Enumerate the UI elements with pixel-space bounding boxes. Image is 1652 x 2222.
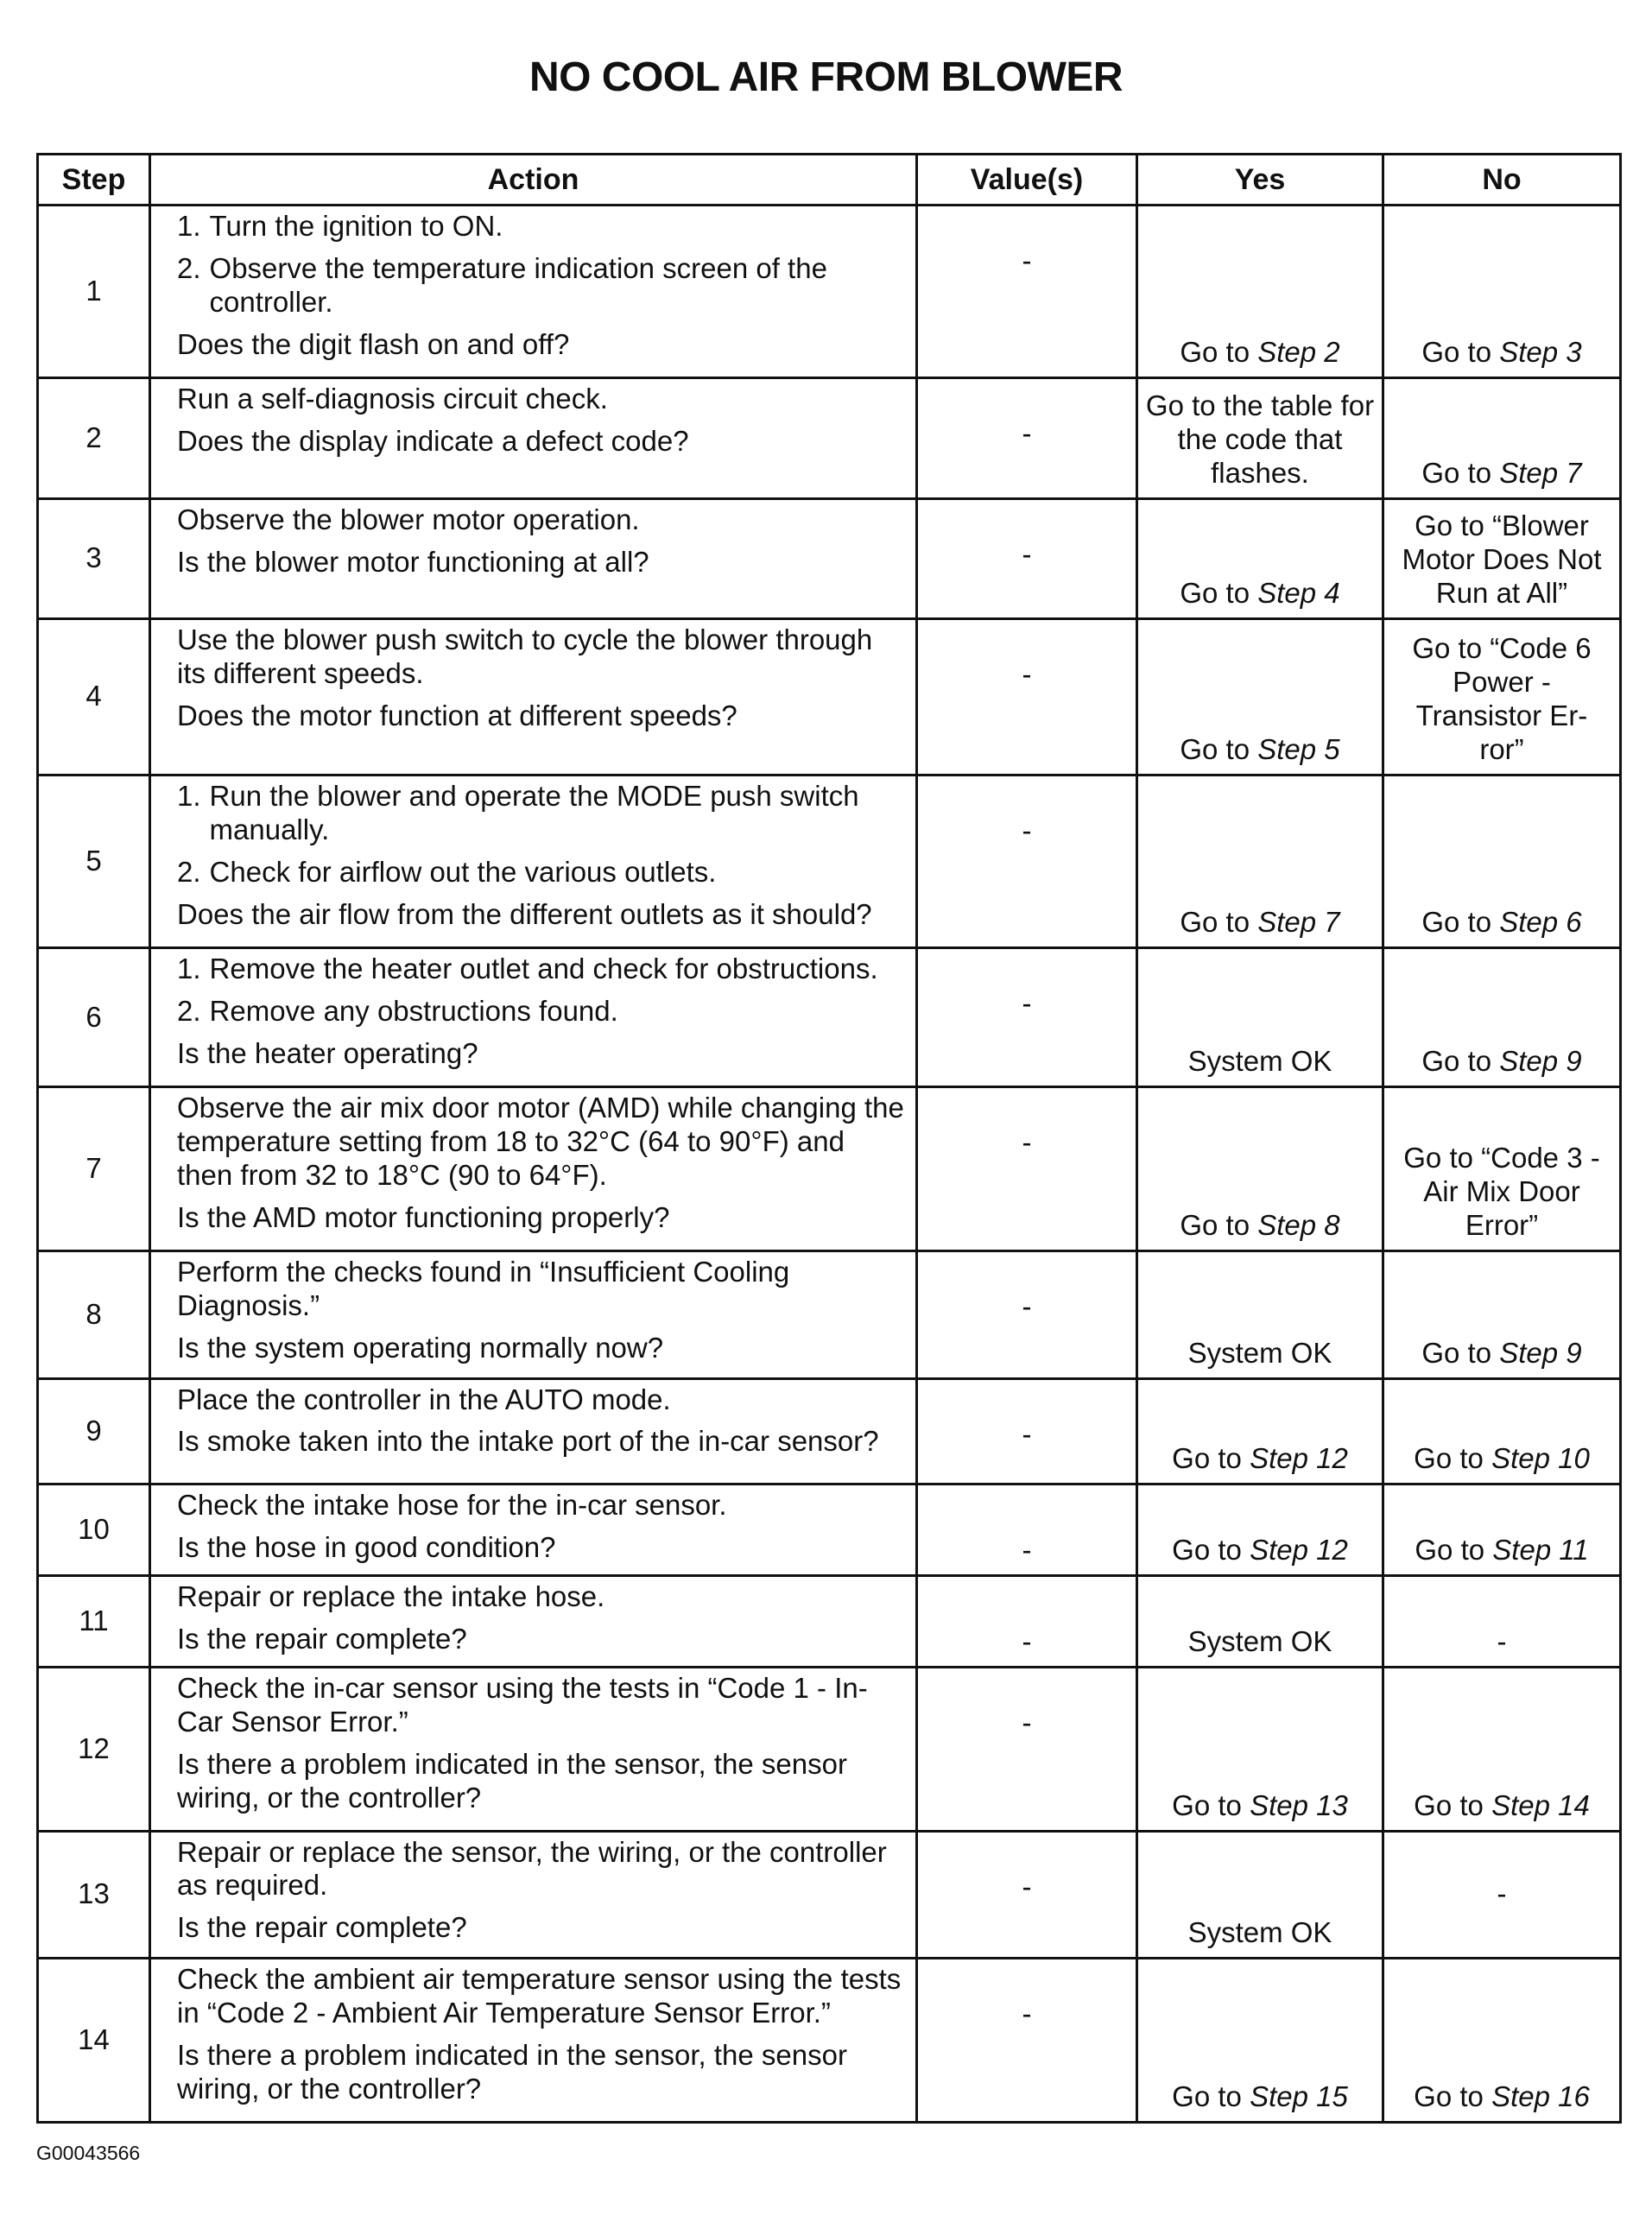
value-cell: - [917,775,1137,947]
table-row [38,948,1621,1087]
action-cell [150,1087,917,1251]
action-question: Is smoke taken into the intake port of the in-car sensor? [177,1425,879,1458]
action-cell [150,378,917,498]
no-cell [1383,1831,1621,1959]
no-cell [1383,1250,1621,1378]
goto-step-link: Step 16 [1491,2080,1590,2113]
action-text: Check the in-car sensor using the tests in “Code 1 - In-Car Sensor Error.” [177,1671,868,1738]
action-cell [150,498,917,618]
yes-cell [1137,378,1383,498]
value-cell: - [917,1378,1137,1484]
value-cell: - [917,1667,1137,1831]
step-number: 6 [38,948,150,1087]
value-cell: - [917,1959,1137,2123]
goto-text: Go to “Code 6 Power - Transistor Er- ror” [1412,632,1592,765]
goto-step-link: Step 12 [1250,1441,1348,1474]
table-row [38,1378,1621,1484]
list-number: 1. [177,210,201,242]
action-text: Check the intake hose for the in-car sensor. [177,1488,727,1521]
header-yes: Yes [1137,155,1383,206]
action-question: Is the blower motor functioning at all? [177,545,649,578]
action-list-item [177,252,907,320]
action-list-item [177,210,907,244]
goto-step-link: Step 11 [1492,1533,1589,1566]
action-cell [150,1484,917,1575]
no-cell [1383,1378,1621,1484]
goto-prefix: Go to [1172,1788,1242,1821]
action-text: Observe the air mix door motor (AMD) while changing the temperature setting from 18 to 32°C (64 to 90°F) and then from 32 to 18°C (90 to 64°F). [177,1092,904,1191]
goto-step-link: Step 10 [1491,1441,1590,1474]
action-question: Does the display indicate a defect code? [177,425,689,458]
figure-id: G00043566 [36,2142,141,2164]
table-row [38,1484,1621,1575]
step-number: 13 [38,1831,150,1959]
header-no: No [1383,155,1621,206]
no-cell [1383,498,1621,618]
action-question: Does the digit flash on and off? [177,327,570,360]
no-cell [1383,206,1621,378]
goto-step-link: Step 12 [1250,1533,1348,1566]
value-cell: - [917,378,1137,498]
step-number: 14 [38,1959,150,2123]
goto-text: System OK [1187,1916,1332,1949]
header-row [38,155,1621,206]
action-cell [150,1378,917,1484]
header-values: Value(s) [917,155,1137,206]
action-cell [150,618,917,775]
goto-step-link: Step 3 [1499,336,1582,369]
goto-prefix: Go to [1414,1441,1484,1474]
goto-text: Go to the table for the code that flashes. [1145,389,1375,489]
goto-prefix: Go to [1172,2080,1242,2113]
goto-step-link: Step 5 [1257,732,1340,765]
table-row [38,1959,1621,2123]
action-question: Is the repair complete? [177,1911,467,1944]
goto-step-link: Step 7 [1257,906,1340,939]
action-cell [150,1667,917,1831]
table-row [38,378,1621,498]
goto-prefix: Go to [1180,732,1250,765]
action-list-item [177,780,907,847]
action-text: Run a self-diagnosis circuit check. [177,383,608,415]
no-cell [1383,948,1621,1087]
action-text: Place the controller in the AUTO mode. [177,1383,671,1415]
table-row [38,1250,1621,1378]
action-question: Is the repair complete? [177,1622,467,1655]
table-row [38,206,1621,378]
list-number: 2. [177,251,201,284]
list-number: 2. [177,855,201,888]
action-text: Perform the checks found in “Insufficient Cooling Diagnosis.” [177,1255,790,1321]
goto-text: Go to “Code 3 - Air Mix Door Error” [1403,1141,1600,1241]
yes-cell [1137,948,1383,1087]
goto-text: Go to “Blower Motor Does Not Run at All” [1402,510,1602,609]
action-cell [150,1575,917,1667]
list-text: Remove any obstructions found. [209,995,618,1028]
action-list-item [177,856,907,889]
goto-step-link: Step 7 [1499,456,1582,489]
table-body [38,206,1621,2123]
action-list-item [177,995,907,1029]
goto-prefix: Go to [1415,1533,1485,1566]
goto-prefix: Go to [1180,1208,1250,1241]
list-number: 1. [177,953,201,985]
goto-prefix: Go to [1414,2080,1484,2113]
step-number: 12 [38,1667,150,1831]
goto-step-link: Step 2 [1257,336,1340,369]
goto-step-link: Step 13 [1250,1788,1348,1821]
yes-cell [1137,1831,1383,1959]
value-cell: - [917,206,1137,378]
action-cell [150,948,917,1087]
value-cell: - [917,1575,1137,1667]
yes-cell [1137,1667,1383,1831]
step-number: 1 [38,206,150,378]
value-cell: - [917,498,1137,618]
diagnosis-table [36,153,1622,2124]
goto-prefix: Go to [1180,336,1250,369]
goto-prefix: Go to [1421,336,1492,369]
yes-cell [1137,206,1383,378]
table-row [38,1575,1621,1667]
step-number: 7 [38,1087,150,1251]
step-number: 3 [38,498,150,618]
value-cell: - [917,1831,1137,1959]
action-question: Is the system operating normally now? [177,1331,664,1364]
goto-text: System OK [1187,1336,1332,1369]
goto-step-link: Step 8 [1257,1208,1340,1241]
goto-text: - [1497,1877,1507,1910]
goto-text: System OK [1187,1624,1332,1657]
action-cell [150,206,917,378]
action-cell [150,1959,917,2123]
yes-cell [1137,498,1383,618]
goto-prefix: Go to [1421,906,1492,939]
goto-step-link: Step 4 [1257,576,1340,609]
action-text: Check the ambient air temperature sensor using the tests in “Code 2 - Ambient Air Temperature Sensor Error.” [177,1963,902,2029]
goto-prefix: Go to [1421,1336,1492,1369]
yes-cell [1137,618,1383,775]
action-question: Is the AMD motor functioning properly? [177,1200,670,1233]
list-text: Observe the temperature indication screen of the controller. [209,251,827,318]
yes-cell [1137,1378,1383,1484]
step-number: 9 [38,1378,150,1484]
action-cell [150,1831,917,1959]
goto-prefix: Go to [1421,456,1492,489]
goto-text: System OK [1187,1045,1332,1078]
goto-step-link: Step 9 [1499,1336,1582,1369]
list-text: Remove the heater outlet and check for obstructions. [209,953,878,985]
action-text: Repair or replace the sensor, the wiring, or the controller as required. [177,1835,887,1902]
no-cell [1383,1667,1621,1831]
goto-prefix: Go to [1172,1441,1242,1474]
table-row [38,1087,1621,1251]
goto-step-link: Step 14 [1491,1788,1590,1821]
yes-cell [1137,1087,1383,1251]
table-row [38,775,1621,947]
list-text: Check for airflow out the various outlets. [209,855,717,888]
action-text: Repair or replace the intake hose. [177,1579,605,1612]
table-row [38,1831,1621,1959]
action-cell [150,1250,917,1378]
goto-step-link: Step 15 [1250,2080,1348,2113]
action-cell [150,775,917,947]
yes-cell [1137,1575,1383,1667]
goto-step-link: Step 9 [1499,1045,1582,1078]
no-cell [1383,1484,1621,1575]
action-text: Use the blower push switch to cycle the blower through its different speeds. [177,623,873,689]
no-cell [1383,618,1621,775]
step-number: 8 [38,1250,150,1378]
action-question: Is the heater operating? [177,1037,478,1070]
no-cell [1383,1087,1621,1251]
list-number: 1. [177,779,201,812]
action-text: Observe the blower motor operation. [177,503,640,535]
header-step: Step [38,155,150,206]
value-cell: - [917,1087,1137,1251]
yes-cell [1137,1250,1383,1378]
header-action: Action [150,155,917,206]
value-cell: - [917,618,1137,775]
yes-cell [1137,1484,1383,1575]
action-question: Does the motor function at different speeds? [177,699,737,731]
table-row [38,1667,1621,1831]
yes-cell [1137,775,1383,947]
action-question: Is the hose in good condition? [177,1530,556,1563]
action-question: Does the air flow from the different outlets as it should? [177,897,872,930]
table-row [38,618,1621,775]
action-list-item [177,953,907,986]
no-cell [1383,378,1621,498]
step-number: 10 [38,1484,150,1575]
no-cell [1383,775,1621,947]
goto-prefix: Go to [1180,906,1250,939]
goto-prefix: Go to [1180,576,1250,609]
step-number: 11 [38,1575,150,1667]
value-cell: - [917,1250,1137,1378]
step-number: 2 [38,378,150,498]
yes-cell [1137,1959,1383,2123]
action-question: Is there a problem indicated in the sensor, the sensor wiring, or the controller? [177,1747,847,1814]
step-number: 5 [38,775,150,947]
list-text: Run the blower and operate the MODE push switch manually. [209,779,859,845]
goto-prefix: Go to [1421,1045,1492,1078]
table-row [38,498,1621,618]
step-number: 4 [38,618,150,775]
list-number: 2. [177,995,201,1028]
page-title: NO COOL AIR FROM BLOWER [529,54,1123,100]
list-text: Turn the ignition to ON. [209,210,503,242]
goto-text: - [1497,1624,1507,1657]
no-cell [1383,1959,1621,2123]
goto-prefix: Go to [1414,1788,1484,1821]
value-cell: - [917,948,1137,1087]
value-cell: - [917,1484,1137,1575]
no-cell [1383,1575,1621,1667]
action-question: Is there a problem indicated in the sensor, the sensor wiring, or the controller? [177,2039,847,2105]
goto-prefix: Go to [1172,1533,1242,1566]
goto-step-link: Step 6 [1499,906,1582,939]
